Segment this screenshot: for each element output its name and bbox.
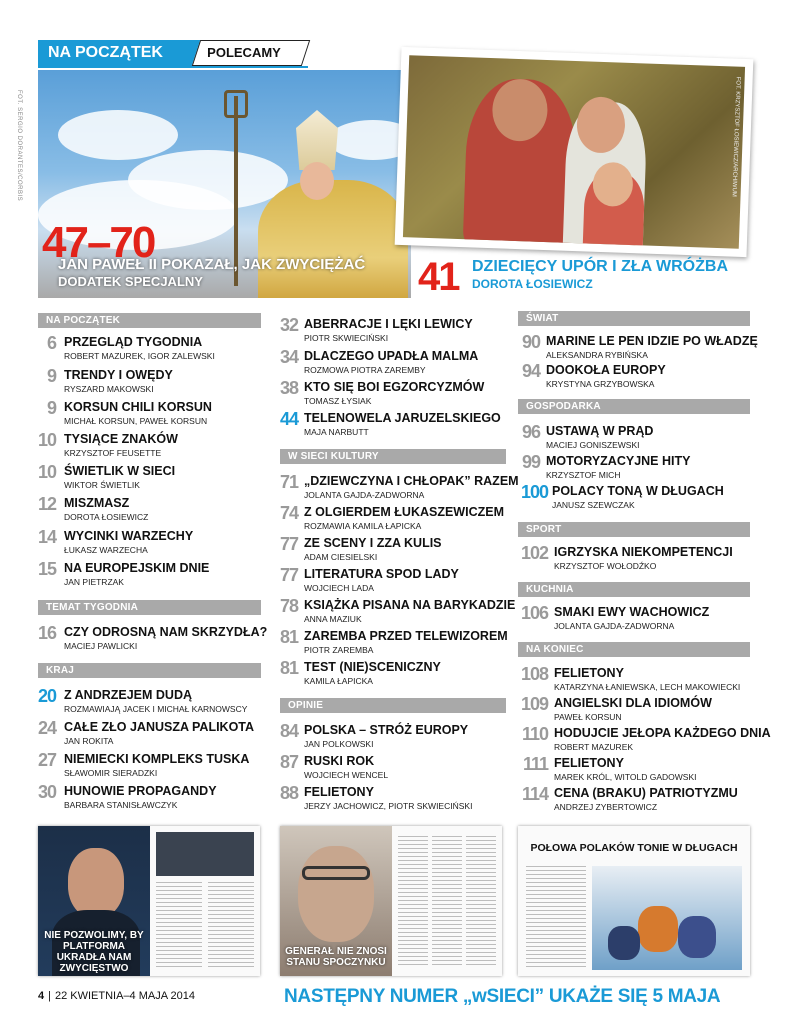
entry-author: SŁAWOMIR SIERADZKI <box>64 768 158 778</box>
entry-title: HUNOWIE PROPAGANDY <box>64 784 217 798</box>
entry-author: ANNA MAZIUK <box>304 614 362 624</box>
page-number: 77 <box>279 534 298 554</box>
thumbnail-caption: GENERAŁ NIE ZNOSI STANU SPOCZYNKU <box>285 946 387 968</box>
header-rule <box>38 66 308 68</box>
feature-title: DZIECIĘCY UPÓR I ZŁA WRÓŻBA <box>472 258 728 275</box>
entry-author: MACIEJ PAWLICKI <box>64 641 138 651</box>
feature-page-number: 41 <box>418 255 459 299</box>
entry-title: FELIETONY <box>554 756 624 770</box>
page-number: 99 <box>521 452 540 472</box>
entry-author: KATARZYNA ŁANIEWSKA, LECH MAKOWIECKI <box>554 682 741 692</box>
entry-title: WYCINKI WARZECHY <box>64 529 194 543</box>
entry-title: POLSKA – STRÓŻ EUROPY <box>304 723 469 737</box>
entry-title: ANGIELSKI DLA IDIOMÓW <box>554 696 712 710</box>
page-number: 34 <box>279 347 298 367</box>
thumbnail-debt-article[interactable] <box>518 826 750 976</box>
entry-author: BARBARA STANISŁAWCZYK <box>64 800 178 810</box>
feature-author: DOROTA ŁOSIEWICZ <box>472 277 593 291</box>
entry-author: DOROTA ŁOSIEWICZ <box>64 512 149 522</box>
page-number: 106 <box>520 603 548 623</box>
entry-title: MARINE LE PEN IDZIE PO WŁADZĘ <box>546 334 758 348</box>
entry-title: TYSIĄCE ZNAKÓW <box>64 432 178 446</box>
entry-title: NIEMIECKI KOMPLEKS TUSKA <box>64 752 250 766</box>
section-header: W SIECI KULTURY <box>280 449 506 464</box>
page-number: 12 <box>37 494 56 514</box>
page-number: 94 <box>521 361 540 381</box>
entry-author: PIOTR ZAREMBA <box>304 645 374 655</box>
entry-title: KORSUN CHILI KORSUN <box>64 400 212 414</box>
entry-author: WIKTOR ŚWIETLIK <box>64 480 140 490</box>
tab-na-poczatek: NA POCZĄTEK <box>38 40 218 66</box>
entry-title: KTO SIĘ BOI EGZORCYZMÓW <box>304 380 485 394</box>
entry-title: FELIETONY <box>554 666 624 680</box>
thumbnail-duda-interview[interactable] <box>38 826 260 976</box>
tab-polecamy-label: POLECAMY <box>207 45 281 60</box>
entry-author: KAMILA ŁAPICKA <box>304 676 373 686</box>
entry-title: CZY ODROSNĄ NAM SKRZYDŁA? <box>64 625 268 639</box>
page-number: 16 <box>37 623 56 643</box>
entry-author: KRZYSZTOF WOŁODŹKO <box>554 561 657 571</box>
entry-author: MACIEJ GONISZEWSKI <box>546 440 640 450</box>
page-number: 87 <box>279 752 298 772</box>
entry-author: ROZMAWIAJĄ JACEK I MICHAŁ KARNOWSCY <box>64 704 248 714</box>
page-number: 110 <box>521 724 548 744</box>
next-issue-notice: NASTĘPNY NUMER „wSIECI” UKAŻE SIĘ 5 MAJA <box>284 986 721 1007</box>
page-number: 4 <box>38 990 45 1002</box>
entry-author: PAWEŁ KORSUN <box>554 712 622 722</box>
entry-author: RYSZARD MAKOWSKI <box>64 384 154 394</box>
page-number: 96 <box>521 422 540 442</box>
page-number: 114 <box>521 784 548 804</box>
section-header: OPINIE <box>280 698 506 713</box>
section-header: KRAJ <box>38 663 261 678</box>
entry-author: JERZY JACHOWICZ, PIOTR SKWIECIŃSKI <box>304 801 473 811</box>
entry-author: WOJCIECH WENCEL <box>304 770 389 780</box>
entry-title: TRENDY I OWĘDY <box>64 368 173 382</box>
tab-polecamy <box>192 40 310 66</box>
page-number: 44 <box>279 409 298 429</box>
entry-author: KRZYSZTOF FEUSETTE <box>64 448 162 458</box>
photo-credit-right: FOT. KRZYSZTOF ŁOSIEWICZ/ARCHIWUM <box>730 76 741 197</box>
page-number: 27 <box>37 750 56 770</box>
page-number: 84 <box>279 721 298 741</box>
entry-title: DOOKOŁA EUROPY <box>546 363 666 377</box>
entry-author: JAN POLKOWSKI <box>304 739 374 749</box>
page-number: 78 <box>279 596 298 616</box>
entry-title: USTAWĄ W PRĄD <box>546 424 654 438</box>
page-number: 111 <box>522 754 548 774</box>
entry-author: PIOTR SKWIECIŃSKI <box>304 333 389 343</box>
entry-title: POLACY TONĄ W DŁUGACH <box>552 484 724 498</box>
page-number: 102 <box>520 543 548 563</box>
entry-author: ADAM CIESIELSKI <box>304 552 378 562</box>
entry-title: „DZIEWCZYNA I CHŁOPAK” RAZEM <box>304 474 519 488</box>
entry-author: JOLANTA GAJDA-ZADWORNA <box>554 621 675 631</box>
entry-author: ALEKSANDRA RYBIŃSKA <box>546 350 648 360</box>
entry-author: JAN ROKITA <box>64 736 114 746</box>
entry-title: ABERRACJE I LĘKI LEWICY <box>304 317 473 331</box>
entry-author: ANDRZEJ ZYBERTOWICZ <box>554 802 658 812</box>
page-number: 38 <box>279 378 298 398</box>
entry-author: MAJA NARBUTT <box>304 427 369 437</box>
page-number: 6 <box>46 333 56 353</box>
photo-credit-left: FOT. SERGIO DORANTES/CORBIS <box>16 90 22 202</box>
entry-title: ZE SCENY I ZZA KULIS <box>304 536 442 550</box>
entry-author: ŁUKASZ WARZECHA <box>64 545 148 555</box>
thumbnail-general-interview[interactable] <box>280 826 502 976</box>
entry-author: ROBERT MAZUREK, IGOR ZALEWSKI <box>64 351 215 361</box>
page-number: 108 <box>520 664 548 684</box>
entry-title: ŚWIETLIK W SIECI <box>64 464 176 478</box>
entry-author: MAREK KRÓL, WITOLD GADOWSKI <box>554 772 697 782</box>
entry-title: RUSKI ROK <box>304 754 375 768</box>
hero-page-range: 47–70 <box>42 218 155 267</box>
section-header: KUCHNIA <box>518 582 750 597</box>
entry-title: CENA (BRAKU) PATRIOTYZMU <box>554 786 738 800</box>
entry-title: HODUJCIE JEŁOPA KAŻDEGO DNIA <box>554 726 771 740</box>
entry-author: KRZYSZTOF MICH <box>546 470 621 480</box>
entry-title: MOTORYZACYJNE HITY <box>546 454 691 468</box>
section-header: ŚWIAT <box>518 311 750 326</box>
entry-title: IGRZYSKA NIEKOMPETENCJI <box>554 545 733 559</box>
hero-subtitle: DODATEK SPECJALNY <box>58 274 203 289</box>
page-number: 81 <box>279 658 298 678</box>
family-photo <box>395 47 754 257</box>
page-number: 24 <box>37 718 56 738</box>
footer-separator: | <box>48 990 51 1002</box>
entry-author: JAN PIETRZAK <box>64 577 124 587</box>
hero-title: JAN PAWEŁ II POKAZAŁ, JAK ZWYCIĘŻAĆ <box>58 256 366 273</box>
page-number: 100 <box>520 482 548 502</box>
section-header: SPORT <box>518 522 750 537</box>
section-header: NA POCZĄTEK <box>38 313 261 328</box>
issue-date: 22 KWIETNIA–4 MAJA 2014 <box>54 990 195 1002</box>
page-number: 14 <box>37 527 56 547</box>
entry-title: ZAREMBA PRZED TELEWIZOREM <box>304 629 508 643</box>
page-number: 74 <box>279 503 298 523</box>
entry-title: FELIETONY <box>304 785 374 799</box>
entry-author: JOLANTA GAJDA-ZADWORNA <box>304 490 425 500</box>
entry-author: ROBERT MAZUREK <box>554 742 634 752</box>
entry-title: Z ANDRZEJEM DUDĄ <box>64 688 193 702</box>
page-number: 71 <box>279 472 298 492</box>
page-number: 88 <box>279 783 298 803</box>
entry-title: Z OLGIERDEM ŁUKASZEWICZEM <box>304 505 504 519</box>
page-number: 32 <box>279 315 298 335</box>
page-number: 109 <box>520 694 548 714</box>
page-number: 9 <box>46 366 56 386</box>
page-number: 20 <box>37 686 56 706</box>
entry-title: MISZMASZ <box>64 496 130 510</box>
entry-title: SMAKI EWY WACHOWICZ <box>554 605 710 619</box>
entry-author: TOMASZ ŁYSIAK <box>304 396 372 406</box>
page-number: 81 <box>279 627 298 647</box>
entry-title: TEST (NIE)SCENICZNY <box>304 660 441 674</box>
section-header: GOSPODARKA <box>518 399 750 414</box>
entry-title: TELENOWELA JARUZELSKIEGO <box>304 411 501 425</box>
entry-author: ROZMOWA PIOTRA ZAREMBY <box>304 365 426 375</box>
entry-title: KSIĄŻKA PISANA NA BARYKADZIE <box>304 598 516 612</box>
entry-author: WOJCIECH LADA <box>304 583 374 593</box>
page-number: 90 <box>521 332 540 352</box>
entry-title: LITERATURA SPOD LADY <box>304 567 459 581</box>
entry-author: JANUSZ SZEWCZAK <box>552 500 635 510</box>
page-number: 10 <box>37 430 56 450</box>
section-header: TEMAT TYGODNIA <box>38 600 261 615</box>
page-number: 10 <box>37 462 56 482</box>
footer-page-info <box>38 990 195 1002</box>
entry-title: DLACZEGO UPADŁA MALMA <box>304 349 479 363</box>
page-number: 30 <box>37 782 56 802</box>
entry-author: MICHAŁ KORSUN, PAWEŁ KORSUN <box>64 416 208 426</box>
page-number: 9 <box>46 398 56 418</box>
thumbnail-caption: NIE POZWOLIMY, BY PLATFORMA UKRADŁA NAM ZWYCIĘSTWO <box>44 930 144 974</box>
page-number: 77 <box>279 565 298 585</box>
section-header: NA KONIEC <box>518 642 750 657</box>
entry-title: NA EUROPEJSKIM DNIE <box>64 561 210 575</box>
entry-title: CAŁE ZŁO JANUSZA PALIKOTA <box>64 720 255 734</box>
thumbnail-headline: POŁOWA POLAKÓW TONIE W DŁUGACH <box>530 842 738 854</box>
page-number: 15 <box>37 559 56 579</box>
entry-author: ROZMAWIA KAMILA ŁAPICKA <box>304 521 422 531</box>
entry-author: KRYSTYNA GRZYBOWSKA <box>546 379 655 389</box>
entry-title: PRZEGLĄD TYGODNIA <box>64 335 203 349</box>
